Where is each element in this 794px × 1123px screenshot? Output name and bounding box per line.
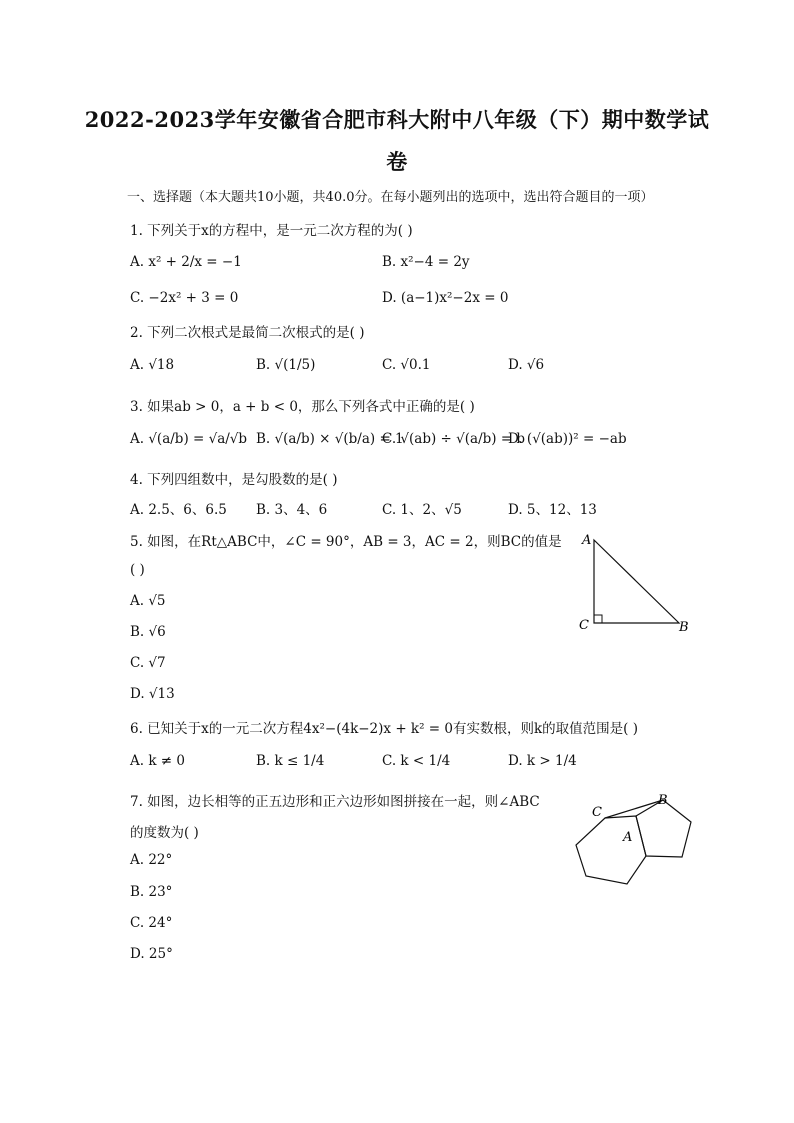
option-b: B. √(a/b) × √(b/a) = 1 bbox=[256, 431, 404, 447]
question-stem: 5. 如图，在Rt△ABC中，∠C = 90°，AB = 3，AC = 2，则BC的值是 bbox=[130, 534, 562, 550]
option-c: C. −2x² + 3 = 0 bbox=[130, 290, 239, 306]
option-d: D. k > 1/4 bbox=[508, 753, 577, 769]
pentagon-hexagon-figure bbox=[570, 790, 700, 890]
option-d: D. (a−1)x²−2x = 0 bbox=[382, 290, 509, 306]
label-b: B bbox=[658, 793, 668, 808]
question-stem-cont: 的度数为( ) bbox=[130, 825, 199, 841]
option-a: A. √18 bbox=[130, 357, 175, 373]
option-c: C. √(ab) ÷ √(a/b) = b bbox=[382, 431, 526, 447]
label-c: C bbox=[592, 805, 602, 820]
question-stem: 1. 下列关于x的方程中，是一元二次方程的为( ) bbox=[130, 223, 413, 239]
option-d: D. √6 bbox=[508, 357, 545, 373]
right-angle-mark bbox=[594, 615, 602, 623]
question-stem: 6. 已知关于x的一元二次方程4x²−(4k−2)x + k² = 0有实数根，则k的取值范围是( ) bbox=[130, 721, 639, 737]
label-c: C bbox=[579, 618, 589, 633]
option-d: D. 25° bbox=[130, 946, 173, 962]
option-a: A. √5 bbox=[130, 593, 166, 609]
hexagon-outline bbox=[576, 816, 646, 884]
question-stem: 2. 下列二次根式是最简二次根式的是( ) bbox=[130, 325, 365, 341]
question-stem: 4. 下列四组数中，是勾股数的是( ) bbox=[130, 472, 338, 488]
option-d: D. (√(ab))² = −ab bbox=[508, 431, 627, 447]
option-d: D. √13 bbox=[130, 686, 175, 702]
option-c: C. √0.1 bbox=[382, 357, 431, 373]
option-c: C. 24° bbox=[130, 915, 173, 931]
option-a: A. √(a/b) = √a/√b bbox=[130, 431, 248, 447]
question-stem: 3. 如果ab > 0，a + b < 0，那么下列各式中正确的是( ) bbox=[130, 399, 475, 415]
question-stem-cont: ( ) bbox=[130, 562, 145, 578]
label-b: B bbox=[679, 620, 689, 635]
option-a: A. 2.5、6、6.5 bbox=[130, 502, 227, 518]
option-a: A. x² + 2/x = −1 bbox=[130, 254, 242, 270]
option-a: A. 22° bbox=[130, 852, 173, 868]
option-b: B. k ≤ 1/4 bbox=[256, 753, 325, 769]
section-heading: 一、选择题（本大题共10小题，共40.0分。在每小题列出的选项中，选出符合题目的一项） bbox=[127, 190, 654, 205]
title-line-1: 2022-2023学年安徽省合肥市科大附中八年级（下）期中数学试 bbox=[84, 107, 710, 132]
option-b: B. 3、4、6 bbox=[256, 502, 328, 518]
option-b: B. √6 bbox=[130, 624, 166, 640]
option-c: C. √7 bbox=[130, 655, 166, 671]
title-line-2: 卷 bbox=[386, 149, 408, 174]
option-b: B. 23° bbox=[130, 884, 173, 900]
option-b: B. √(1/5) bbox=[256, 357, 316, 373]
question-stem: 7. 如图，边长相等的正五边形和正六边形如图拼接在一起，则∠ABC bbox=[130, 794, 540, 810]
right-triangle-figure bbox=[575, 528, 700, 638]
label-a: A bbox=[582, 533, 592, 548]
option-d: D. 5、12、13 bbox=[508, 502, 597, 518]
option-c: C. k < 1/4 bbox=[382, 753, 451, 769]
segment-cb bbox=[605, 800, 663, 818]
label-a: A bbox=[623, 830, 633, 845]
option-c: C. 1、2、√5 bbox=[382, 502, 462, 518]
pentagon-outline bbox=[636, 800, 691, 857]
triangle-outline bbox=[594, 540, 679, 623]
option-a: A. k ≠ 0 bbox=[130, 753, 185, 769]
option-b: B. x²−4 = 2y bbox=[382, 254, 470, 270]
